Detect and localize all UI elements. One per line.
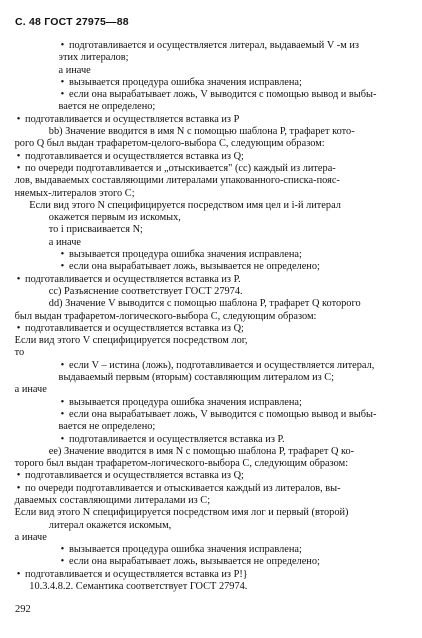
text-line — [0, 114, 412, 126]
text-line — [0, 274, 412, 286]
text-line — [0, 458, 412, 470]
line-text: вызывается процедура ошибка значения исправлена; — [68, 396, 302, 408]
text-line — [0, 286, 412, 298]
bullet-icon: • — [60, 261, 65, 273]
text-line — [0, 298, 412, 310]
line-text: Если вид этого N специфицируется посредством имя лог и первый (второй) — [14, 507, 349, 519]
line-text: сс) Разъяснение соответствует ГОСТ 27974. — [48, 285, 243, 297]
line-text: dd) Значение V выводится с помощью шаблона Р, трафарет Q которого — [48, 298, 361, 310]
text-line — [0, 40, 412, 52]
line-text: вается не определено; — [58, 421, 156, 433]
text-line — [0, 77, 412, 89]
line-text: вызывается процедура ошибка значения исправлена; — [68, 544, 302, 556]
text-line — [0, 483, 412, 495]
bullet-icon: • — [16, 273, 21, 285]
bullet-icon: • — [60, 76, 65, 88]
line-text: по очереди подготавливается и отыскивается каждый из литералов, вы- — [25, 482, 341, 494]
line-text: подготавливается и осуществляется вставка из Р — [25, 113, 240, 125]
line-text: этих литералов; — [58, 52, 129, 64]
text-line — [0, 163, 412, 175]
line-text: няемых-литералов этого С; — [14, 187, 135, 199]
text-line — [0, 138, 412, 150]
line-text: 10.3.4.8.2. Семантика соответствует ГОСТ 27974. — [29, 581, 248, 593]
bullet-icon: • — [16, 150, 21, 162]
line-text: по очереди подготавливается и „отыскивается" (сс) каждый из литера- — [25, 162, 336, 174]
text-line — [0, 175, 412, 187]
bullet-icon: • — [60, 408, 65, 420]
text-line — [0, 311, 412, 323]
line-text: а иначе — [58, 64, 91, 76]
bullet-icon: • — [16, 322, 21, 334]
text-line — [0, 581, 412, 593]
text-line — [0, 532, 412, 544]
line-text: ее) Значение вводится в имя N с помощью шаблона Р, трафарет Q ко- — [48, 445, 355, 457]
text-line — [0, 569, 412, 581]
text-line — [0, 224, 412, 236]
text-line — [0, 470, 412, 482]
bullet-icon: • — [60, 89, 65, 101]
line-text: Если вид этого V специфицируется посредством лог, — [14, 335, 248, 347]
text-line — [0, 556, 412, 568]
text-line — [0, 409, 412, 421]
text-line — [0, 261, 412, 273]
bullet-icon: • — [60, 396, 65, 408]
line-text: литерал окажется искомым, — [48, 519, 172, 531]
line-text: подготавливается и осуществляется вставка из Q; — [25, 322, 244, 334]
text-line — [0, 101, 412, 113]
line-text: bb) Значение вводится в имя N с помощью шаблона Р, трафарет кото- — [48, 126, 355, 138]
bullet-icon: • — [16, 568, 21, 580]
text-line — [0, 151, 412, 163]
bullet-icon: • — [60, 359, 65, 371]
line-text: подготавливается и осуществляется вставка из Р. — [68, 433, 285, 445]
text-line — [0, 384, 412, 396]
line-text: торого был выдан трафаретом-логического-выбора С, следующим образом: — [14, 458, 349, 470]
text-line — [0, 347, 412, 359]
bullet-icon: • — [16, 162, 21, 174]
text-line — [0, 212, 412, 224]
text-line — [0, 126, 412, 138]
text-line — [0, 446, 412, 458]
line-text: подготавливается и осуществляется вставка из Q; — [25, 150, 244, 162]
line-text: а иначе — [48, 236, 82, 248]
text-line — [0, 495, 412, 507]
text-line — [0, 52, 412, 64]
bullet-icon: • — [60, 249, 65, 261]
text-line — [0, 335, 412, 347]
text-line — [0, 397, 412, 409]
text-line — [0, 544, 412, 556]
line-text: если она вырабатывает ложь, V выводится с помощью вывод и выбы- — [68, 408, 377, 420]
line-text: вается не определено; — [58, 101, 156, 113]
bullet-icon: • — [60, 556, 65, 568]
line-text: а иначе — [14, 531, 47, 543]
text-line — [0, 323, 412, 335]
line-text: если V – истина (ложь), подготавливается и осуществляется литерал, — [68, 359, 375, 371]
text-line — [0, 200, 412, 212]
line-text: окажется первым из искомых, — [48, 212, 181, 224]
bullet-icon: • — [60, 40, 65, 51]
line-text: то — [14, 347, 25, 359]
text-line — [0, 237, 412, 249]
text-line — [0, 421, 412, 433]
line-text: Если вид этого N специфицируется посредством имя цел и i-й литерал — [29, 199, 341, 211]
line-text: вызывается процедура ошибка значения исправлена; — [68, 249, 302, 261]
text-line — [0, 89, 412, 101]
line-text: подготавливается и осуществляется вставка из Р!} — [25, 568, 248, 580]
line-text: рого Q был выдан трафаретом-целого-выбора С, следующим образом: — [14, 138, 325, 150]
page-header: С. 48 ГОСТ 27975—88 — [15, 16, 129, 28]
text-line — [0, 520, 412, 532]
text-line — [0, 360, 412, 372]
line-text: то i присваивается N; — [48, 224, 143, 236]
line-text: выдаваемый первым (вторым) составляющим литералом из С; — [58, 372, 335, 384]
text-line — [0, 249, 412, 261]
line-text: если она вырабатывает ложь, V выводится с помощью вывод и выбы- — [68, 89, 377, 101]
bullet-icon: • — [16, 482, 21, 494]
bullet-icon: • — [60, 433, 65, 445]
text-line — [0, 434, 412, 446]
bullet-icon: • — [16, 470, 21, 482]
line-text: был выдан трафаретом-логического-выбора С, следующим образом: — [14, 310, 317, 322]
line-text: если она вырабатывает ложь, вызывается не определено; — [68, 556, 320, 568]
bullet-icon: • — [60, 544, 65, 556]
line-text: подготавливается и осуществляется литерал, выдаваемый V -м из — [68, 40, 359, 51]
line-text: если она вырабатывает ложь, вызывается не определено; — [68, 261, 320, 273]
text-line — [0, 372, 412, 384]
page-number: 292 — [15, 604, 31, 615]
line-text: даваемых составляющими литералами из С; — [14, 494, 211, 506]
line-text: подготавливается и осуществляется вставка из Р. — [25, 273, 241, 285]
text-line — [0, 507, 412, 519]
line-text: лов, выдаваемых составляющими литералами упакованного-списка-пояс- — [14, 175, 340, 187]
text-line — [0, 188, 412, 200]
line-text: а иначе — [14, 384, 47, 396]
line-text: вызывается процедура ошибка значения исправлена; — [68, 76, 302, 88]
bullet-icon: • — [16, 113, 21, 125]
document-body — [0, 40, 422, 593]
line-text: подготавливается и осуществляется вставка из Q; — [25, 470, 244, 482]
text-line — [0, 65, 412, 77]
